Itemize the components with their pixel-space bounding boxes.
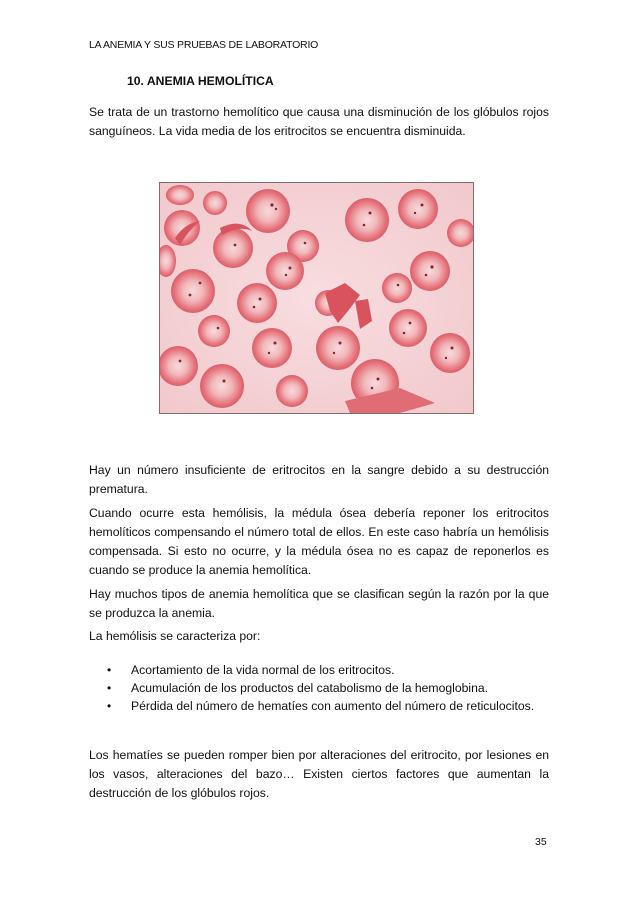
list-item-text: Acortamiento de la vida normal de los eritrocitos.: [131, 663, 395, 677]
list-item-text: Pérdida del número de hematíes con aumento del número de reticulocitos.: [131, 699, 535, 713]
section-heading: 10. ANEMIA HEMOLÍTICA: [127, 74, 274, 88]
running-header: LA ANEMIA Y SUS PRUEBAS DE LABORATORIO: [89, 39, 319, 51]
paragraph-causes: Los hematíes se pueden romper bien por alteraciones del eritrocito, por lesiones en los vasos, alteraciones del bazo… Existen ciertos factores que aumentan la destrucción de los glóbulos rojos.: [89, 748, 549, 800]
intro-paragraph: Se trata de un trastorno hemolítico que causa una disminución de los glóbulos rojos sanguíneos. La vida media de los eritrocitos se encuentra disminuida.: [89, 105, 549, 138]
paragraph-types: Hay muchos tipos de anemia hemolítica que se clasifican según la razón por la que se produzca la anemia.: [89, 587, 549, 620]
list-item: [107, 697, 549, 715]
blood-smear-image: [159, 182, 474, 414]
list-item: [107, 661, 549, 679]
page-number: 35: [535, 836, 547, 848]
bullet-icon: •: [107, 699, 112, 713]
bullet-icon: •: [107, 663, 112, 677]
bullet-icon: •: [107, 681, 112, 695]
characteristics-list: [107, 661, 549, 715]
list-item-text: Acumulación de los productos del catabolismo de la hemoglobina.: [131, 681, 489, 695]
paragraph-characteristics: La hemólisis se caracteriza por:: [89, 629, 261, 643]
paragraph-compensated-hemolysis: Cuando ocurre esta hemólisis, la médula ósea debería reponer los eritrocitos hemolíticos compensando el número total de ellos. En este caso habría un hemólisis compensada. Si esto no ocurre, y la médula ósea no es capaz de reponerlos es cuando se produce la anemia hemolítica.: [89, 506, 549, 577]
paragraph-premature-destruction: Hay un número insuficiente de eritrocitos en la sangre debido a su destrucción prematura.: [89, 463, 549, 496]
list-item: [107, 679, 549, 697]
